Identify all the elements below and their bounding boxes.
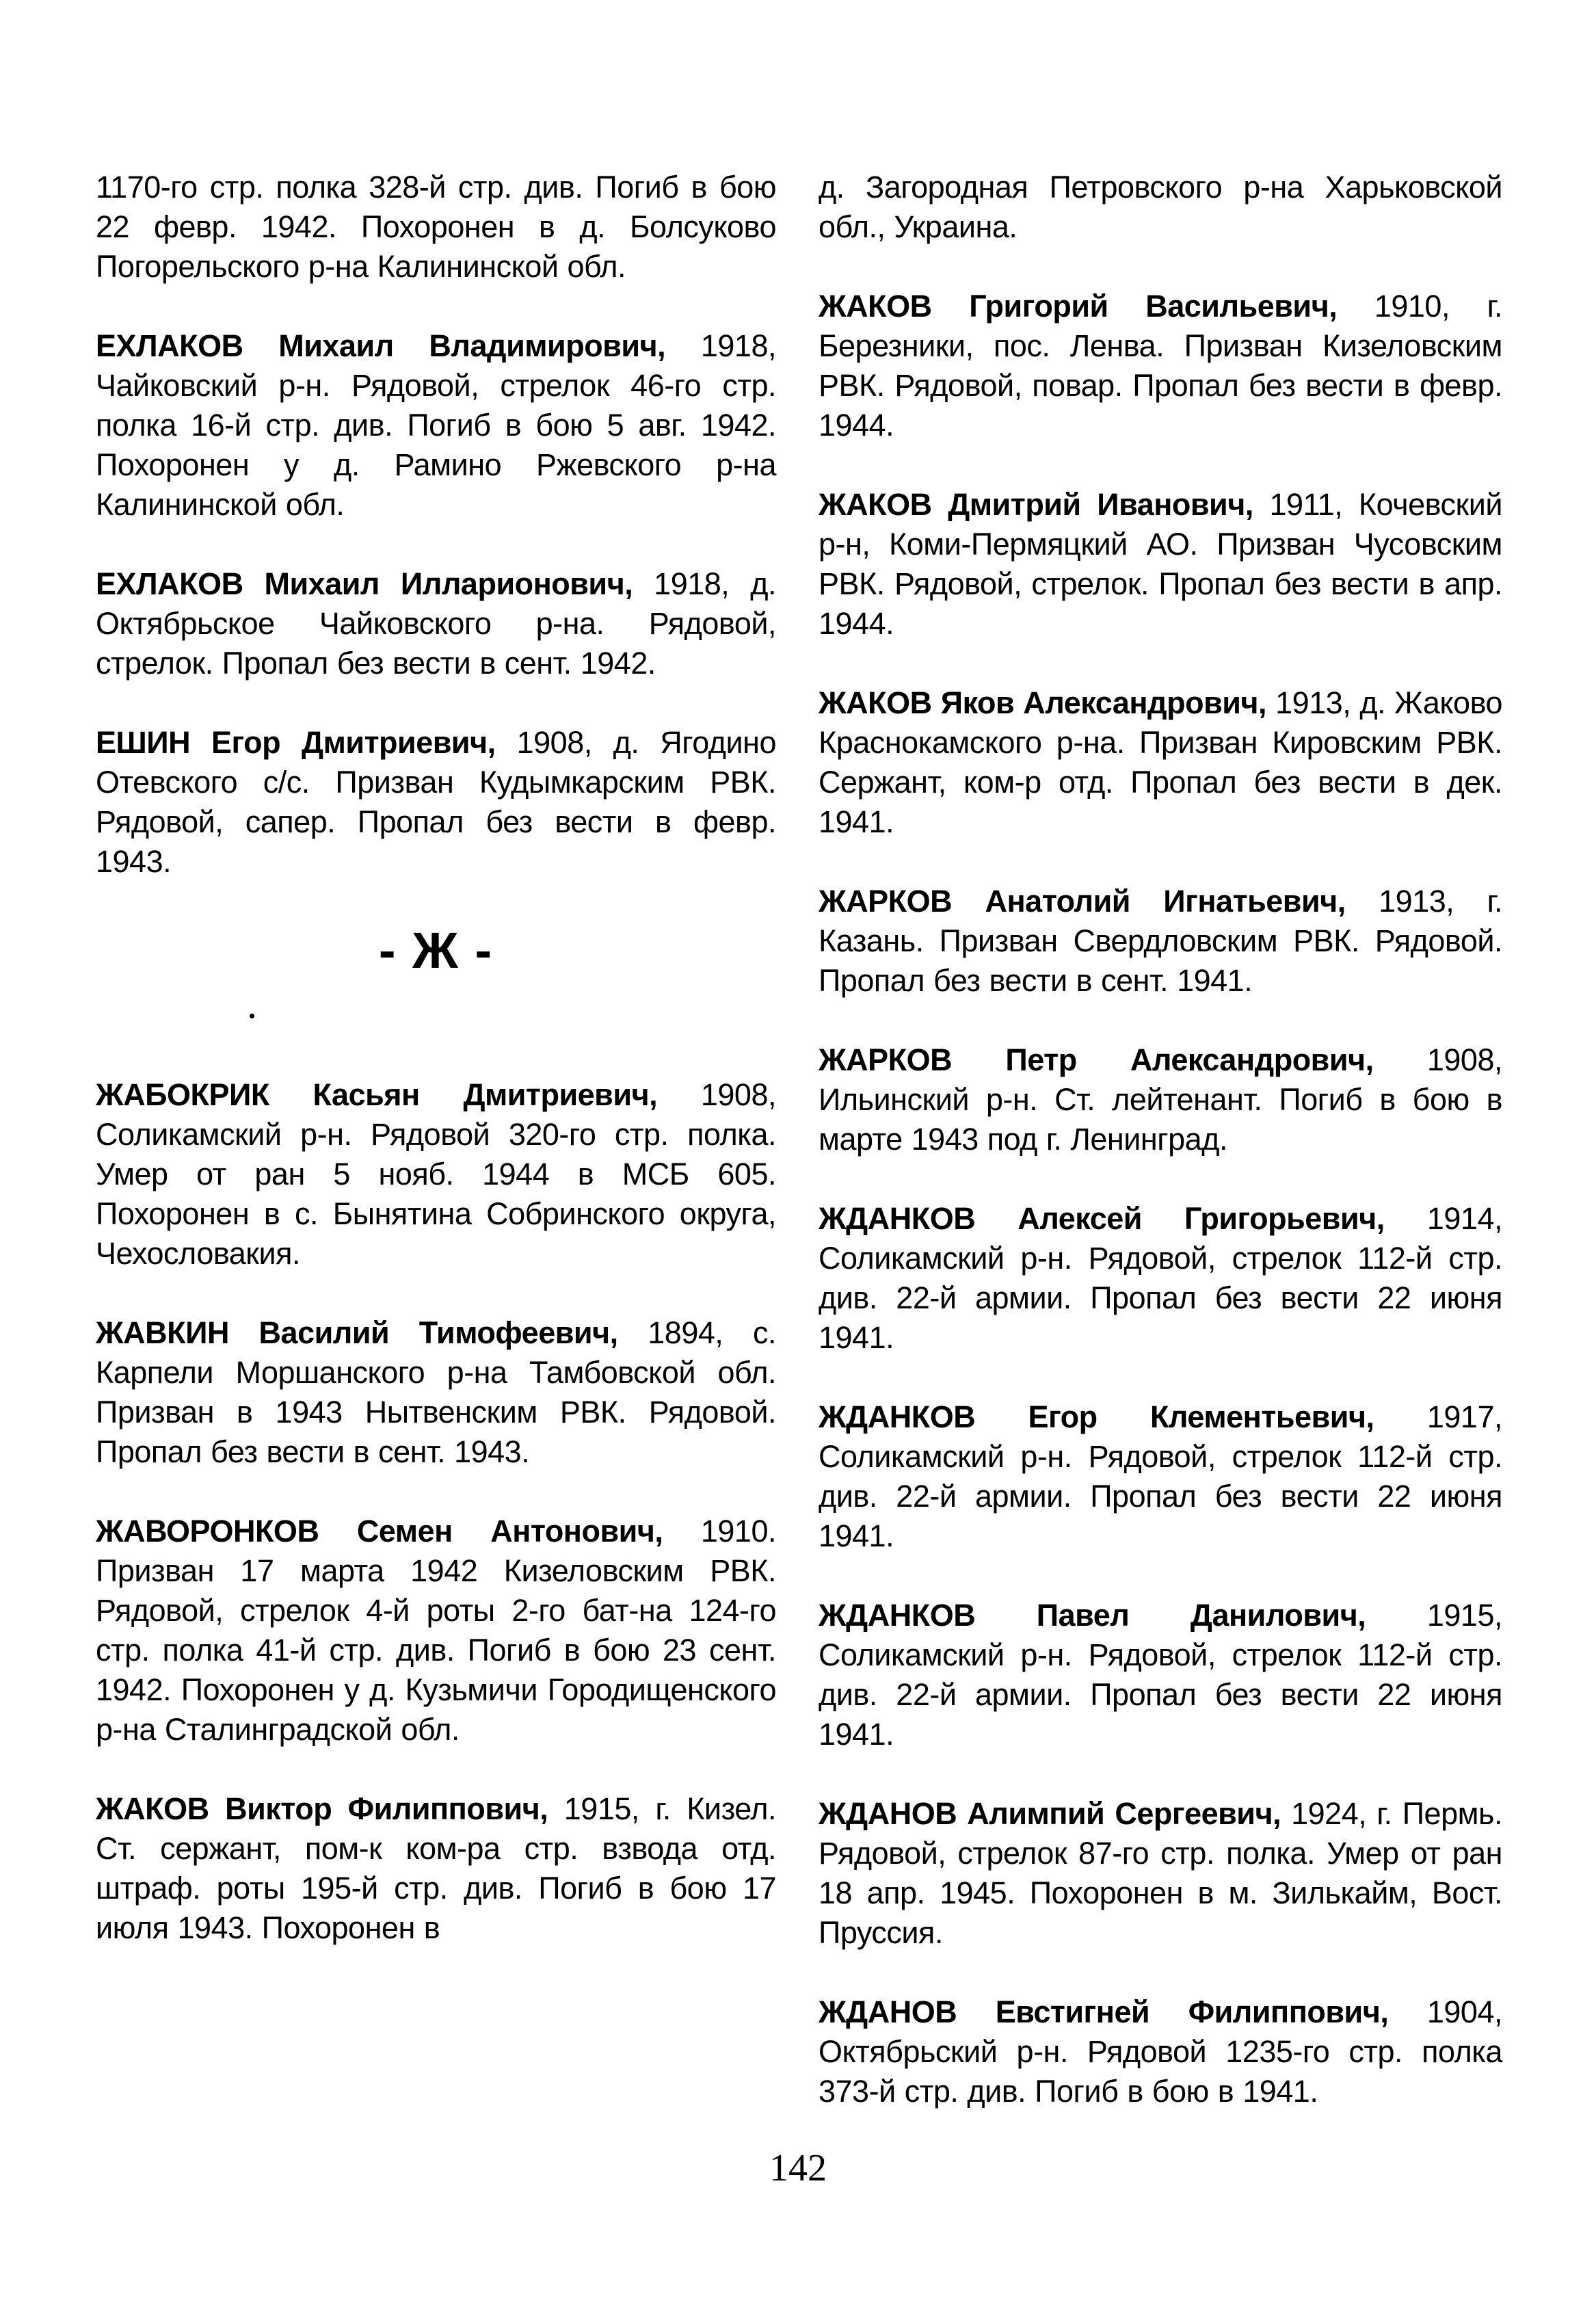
memorial-entry [96,1789,776,1948]
entry-details: 1910. Призван 17 марта 1942 Кизеловским РВК. Рядовой, стрелок 4-й роты 2-го бат-на 124-го стр. полка 41-й стр. див. Погиб в бою 23 сент. 1942. Похоронен у д. Кузьмичи Городищенского р-на Сталинградской обл. [96,1514,776,1747]
memorial-entry [819,485,1502,644]
entry-details: 1915, Соликамский р-н. Рядовой, стрелок 112-й стр. див. 22-й армии. Пропал без вести 22 июня 1941. [819,1598,1502,1752]
entry-person-name: ЖДАНОВ Алимпий Сергеевич, [819,1796,1281,1831]
memorial-entry [819,1397,1502,1556]
memorial-entry [819,1992,1502,2111]
entry-person-name: ЖАРКОВ Анатолий Игнатьевич, [819,884,1346,919]
entry-details: 1910, г. Березники, пос. Ленва. Призван Кизеловским РВК. Рядовой, повар. Пропал без вести в февр. 1944. [819,289,1502,443]
entry-details: 1918, д. Октябрьское Чайковского р-на. Рядовой, стрелок. Пропал без вести в сент. 1942. [96,566,776,681]
entry-person-name: ЖАБОКРИК Касьян Дмитриевич, [96,1077,658,1112]
memorial-entry [96,326,776,525]
text-columns [96,168,1502,2151]
entry-person-name: ЕХЛАКОВ Михаил Владимирович, [96,328,666,363]
entry-details: 1924, г. Пермь. Рядовой, стрелок 87-го стр. полка. Умер от ран 18 апр. 1945. Похоронен в м. Зилькайм, Вост. Пруссия. [819,1796,1502,1950]
entry-person-name: ЕХЛАКОВ Михаил Илларионович, [96,566,633,601]
entry-details: 1908, Ильинский р-н. Ст. лейтенант. Погиб в бою в марте 1943 под г. Ленинград. [819,1042,1502,1157]
entry-details: 1894, с. Карпели Моршанского р-на Тамбовской обл. Призван в 1943 Нытвенским РВК. Рядовой. Пропал без вести в сент. 1943. [96,1315,776,1469]
entry-person-name: ЖДАНОВ Евстигней Филиппович, [819,1994,1389,2029]
memorial-entry [819,1040,1502,1159]
entry-person-name: ЖАВОРОНКОВ Семен Антонович, [96,1514,663,1548]
entry-person-name: ЖАРКОВ Петр Александрович, [819,1042,1374,1077]
memorial-entry [96,564,776,683]
entry-person-name: ЖАКОВ Виктор Филиппович, [96,1791,548,1826]
scan-artifact-dot [250,1014,254,1018]
memorial-entry [96,1075,776,1274]
continuation-paragraph: 1170-го стр. полка 328-й стр. див. Погиб в бою 22 февр. 1942. Похоронен в д. Болсуково Погорельского р-на Калининской обл. [96,170,776,284]
page-number: 142 [769,2147,827,2189]
left-column [96,168,776,2151]
entry-details: 1913, г. Казань. Призван Свердловским РВК. Рядовой. Пропал без вести в сент. 1941. [819,884,1502,998]
memorial-entry [96,723,776,882]
entry-details: 1904, Октябрьский р-н. Рядовой 1235-го стр. полка 373-й стр. див. Погиб в бою в 1941. [819,1994,1502,2109]
section-letter-header: - Ж - [378,922,494,979]
right-column [819,168,1502,2151]
entry-details: 1914, Соликамский р-н. Рядовой, стрелок 112-й стр. див. 22-й армии. Пропал без вести 22 июня 1941. [819,1201,1502,1355]
memorial-entry [819,1596,1502,1754]
entry-details: 1918, Чайковский р-н. Рядовой, стрелок 46-го стр. полка 16-й стр. див. Погиб в бою 5 авг. 1942. Похоронен у д. Рамино Ржевского р-на Калининской обл. [96,328,776,522]
entry-person-name: ЖДАНКОВ Алексей Григорьевич, [819,1201,1385,1236]
entry-details: 1908, д. Ягодино Отевского с/с. Призван Кудымкарским РВК. Рядовой, сапер. Пропал без вести в февр. 1943. [96,725,777,879]
entry-details: 1913, д. Жаково Краснокамского р-на. Призван Кировским РВК. Сержант, ком-р отд. Пропал без вести в дек. 1941. [819,685,1502,839]
entry-person-name: ЖДАНКОВ Павел Данилович, [819,1598,1366,1633]
entry-details: 1908, Соликамский р-н. Рядовой 320-го стр. полка. Умер от ран 5 нояб. 1944 в МСБ 605. Похоронен в с. Бынятина Собринского округа, Чехословакия. [96,1077,776,1271]
entry-details: 1917, Соликамский р-н. Рядовой, стрелок 112-й стр. див. 22-й армии. Пропал без вести 22 июня 1941. [819,1399,1502,1553]
memorial-entry [819,882,1502,1001]
entry-person-name: ЖАКОВ Дмитрий Иванович, [819,487,1253,522]
entry-person-name: ЖАВКИН Василий Тимофеевич, [96,1315,618,1350]
memorial-entry [819,683,1502,842]
memorial-entry [96,1313,776,1472]
memorial-entry [819,287,1502,445]
entry-details: 1915, г. Кизел. Ст. сержант, пом-к ком-ра стр. взвода отд. штраф. роты 195-й стр. див. Погиб в бою 17 июля 1943. Похоронен в [96,1791,776,1945]
entry-person-name: ЕШИН Егор Дмитриевич, [96,725,496,760]
entry-person-name: ЖДАНКОВ Егор Клементьевич, [819,1399,1374,1434]
entry-person-name: ЖАКОВ Яков Александрович, [819,685,1267,720]
memorial-entry [819,1199,1502,1358]
entry-person-name: ЖАКОВ Григорий Васильевич, [819,289,1338,324]
memorial-entry [96,1512,776,1750]
memorial-entry [819,1794,1502,1953]
entry-details: 1911, Кочевский р-н, Коми-Пермяцкий АО. Призван Чусовским РВК. Рядовой, стрелок. Пропал без вести в апр. 1944. [819,487,1502,641]
continuation-paragraph: д. Загородная Петровского р-на Харьковской обл., Украина. [819,170,1502,244]
